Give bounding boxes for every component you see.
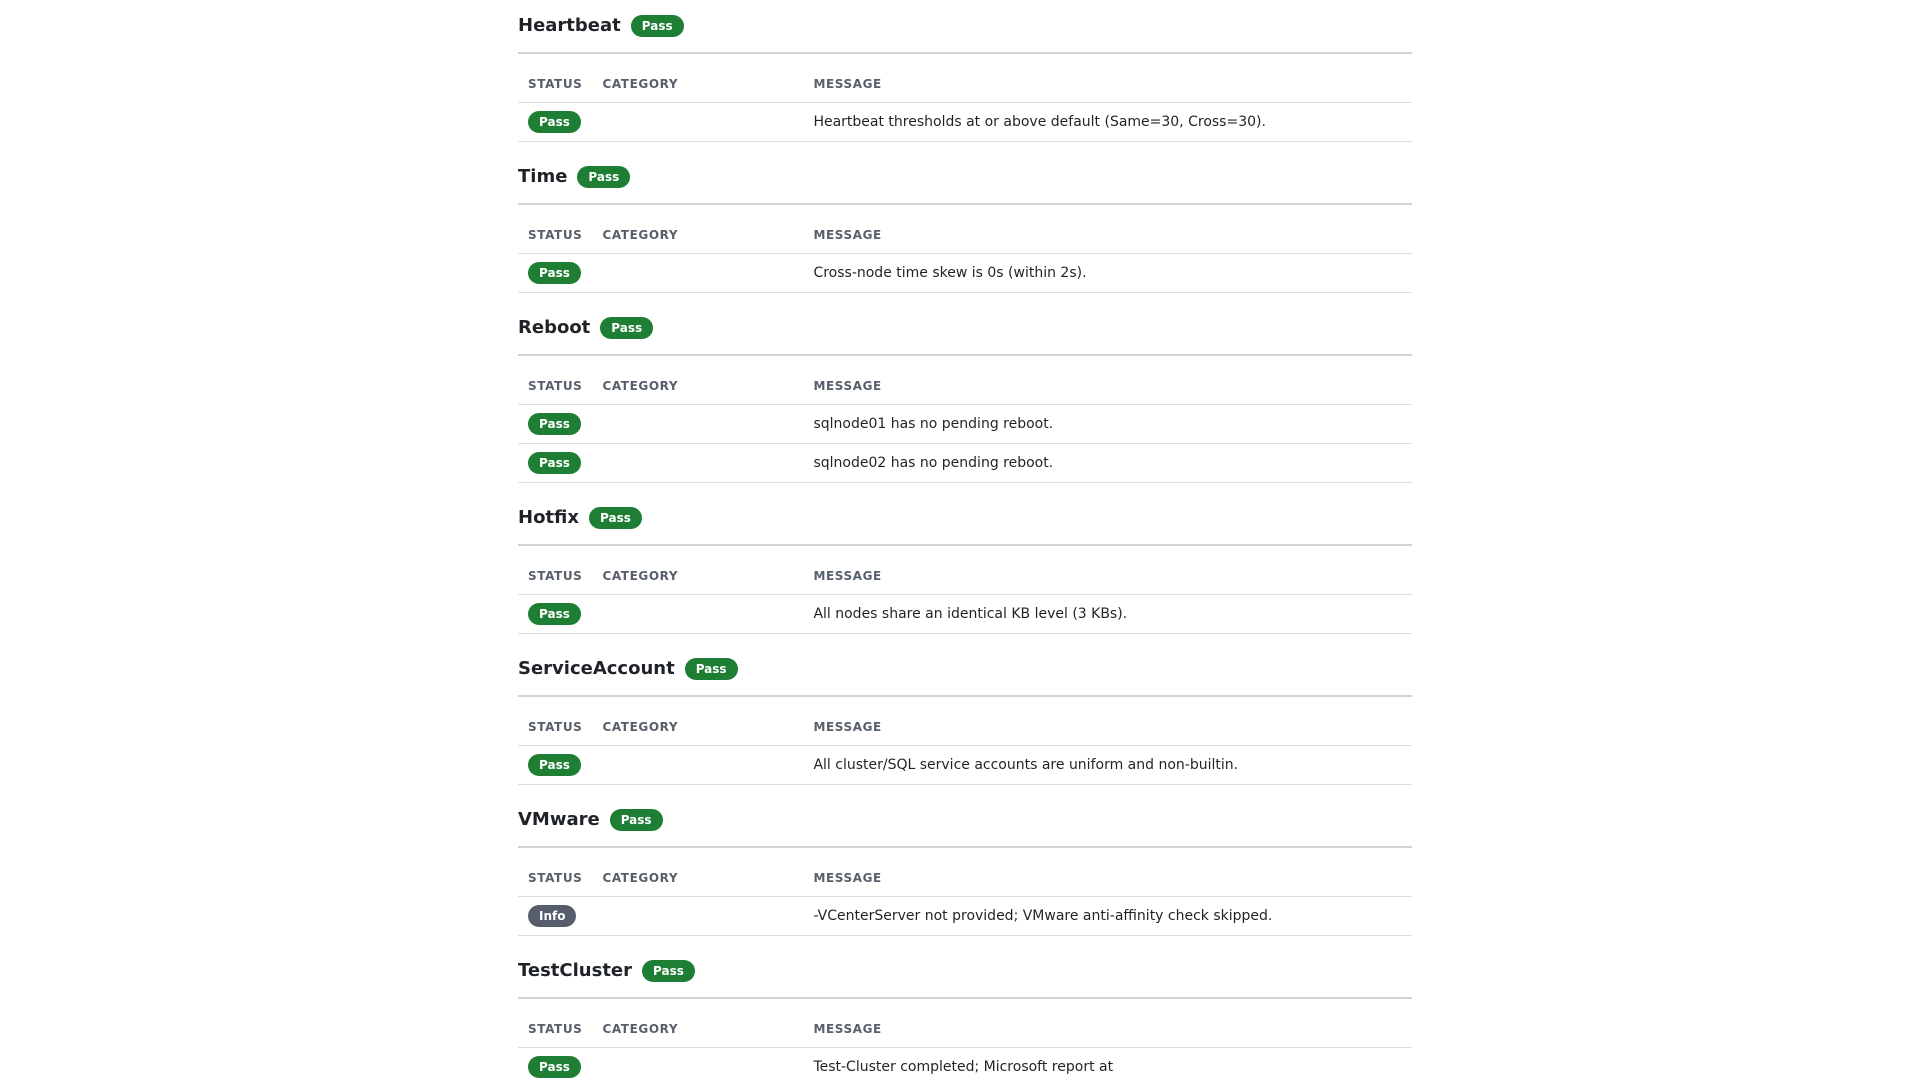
row-status-badge: Pass — [528, 1056, 581, 1078]
section-header — [518, 0, 1412, 54]
section-header — [518, 794, 1412, 848]
row-message: Cross-node time skew is 0s (within 2s). — [803, 254, 1412, 293]
row-category — [592, 444, 803, 483]
section-serviceaccount — [518, 643, 1412, 794]
results-table — [518, 66, 1412, 142]
report-container — [518, 0, 1412, 1079]
row-status-badge: Info — [528, 905, 576, 927]
category-column-header: CATEGORY — [592, 860, 803, 897]
row-status-badge: Pass — [528, 413, 581, 435]
status-column-header: STATUS — [518, 66, 592, 103]
section-title: VMware — [518, 809, 600, 830]
row-category — [592, 746, 803, 785]
table-row — [518, 897, 1412, 936]
table-header-row — [518, 860, 1412, 897]
section-status-badge: Pass — [642, 960, 695, 982]
table-row — [518, 405, 1412, 444]
section-header — [518, 945, 1412, 999]
category-column-header: CATEGORY — [592, 368, 803, 405]
category-column-header: CATEGORY — [592, 217, 803, 254]
section-status-badge: Pass — [600, 317, 653, 339]
message-column-header: MESSAGE — [803, 66, 1412, 103]
section-header — [518, 643, 1412, 697]
section-status-badge: Pass — [631, 15, 684, 37]
section-testcluster — [518, 945, 1412, 1079]
category-column-header: CATEGORY — [592, 558, 803, 595]
table-row — [518, 444, 1412, 483]
row-status-badge: Pass — [528, 452, 581, 474]
table-header-row — [518, 709, 1412, 746]
table-header-row — [518, 1011, 1412, 1048]
section-status-badge: Pass — [610, 809, 663, 831]
row-message: Test-Cluster completed; Microsoft report at — [803, 1048, 1412, 1080]
message-column-header: MESSAGE — [803, 709, 1412, 746]
status-column-header: STATUS — [518, 368, 592, 405]
status-column-header: STATUS — [518, 709, 592, 746]
section-reboot — [518, 302, 1412, 492]
row-category — [592, 897, 803, 936]
table-row — [518, 595, 1412, 634]
row-category — [592, 103, 803, 142]
section-header — [518, 492, 1412, 546]
row-status-badge: Pass — [528, 262, 581, 284]
section-header — [518, 151, 1412, 205]
table-header-row — [518, 558, 1412, 595]
results-table — [518, 368, 1412, 483]
message-column-header: MESSAGE — [803, 368, 1412, 405]
table-row — [518, 103, 1412, 142]
table-header-row — [518, 66, 1412, 103]
row-category — [592, 254, 803, 293]
section-title: ServiceAccount — [518, 658, 675, 679]
row-message: -VCenterServer not provided; VMware anti-affinity check skipped. — [803, 897, 1412, 936]
section-hotfix — [518, 492, 1412, 643]
status-column-header: STATUS — [518, 860, 592, 897]
category-column-header: CATEGORY — [592, 1011, 803, 1048]
section-status-badge: Pass — [685, 658, 738, 680]
section-status-badge: Pass — [589, 507, 642, 529]
table-row — [518, 1048, 1412, 1080]
row-status-badge: Pass — [528, 111, 581, 133]
status-column-header: STATUS — [518, 1011, 592, 1048]
message-column-header: MESSAGE — [803, 1011, 1412, 1048]
section-heartbeat — [518, 0, 1412, 151]
status-column-header: STATUS — [518, 558, 592, 595]
table-row — [518, 254, 1412, 293]
row-category — [592, 405, 803, 444]
section-title: Time — [518, 166, 568, 187]
section-title: Heartbeat — [518, 15, 621, 36]
section-title: Reboot — [518, 317, 591, 338]
results-table — [518, 860, 1412, 936]
results-table — [518, 1011, 1412, 1079]
row-status-badge: Pass — [528, 603, 581, 625]
row-message: sqlnode01 has no pending reboot. — [803, 405, 1412, 444]
message-column-header: MESSAGE — [803, 558, 1412, 595]
row-message: All cluster/SQL service accounts are uniform and non-builtin. — [803, 746, 1412, 785]
results-table — [518, 558, 1412, 634]
section-title: TestCluster — [518, 960, 633, 981]
row-message: sqlnode02 has no pending reboot. — [803, 444, 1412, 483]
row-status-badge: Pass — [528, 754, 581, 776]
table-header-row — [518, 368, 1412, 405]
results-table — [518, 217, 1412, 293]
section-time — [518, 151, 1412, 302]
category-column-header: CATEGORY — [592, 66, 803, 103]
row-category — [592, 595, 803, 634]
category-column-header: CATEGORY — [592, 709, 803, 746]
table-header-row — [518, 217, 1412, 254]
section-vmware — [518, 794, 1412, 945]
status-column-header: STATUS — [518, 217, 592, 254]
row-message: Heartbeat thresholds at or above default (Same=30, Cross=30). — [803, 103, 1412, 142]
message-column-header: MESSAGE — [803, 860, 1412, 897]
row-category — [592, 1048, 803, 1080]
results-table — [518, 709, 1412, 785]
table-row — [518, 746, 1412, 785]
section-header — [518, 302, 1412, 356]
section-status-badge: Pass — [577, 166, 630, 188]
row-message: All nodes share an identical KB level (3 KBs). — [803, 595, 1412, 634]
message-column-header: MESSAGE — [803, 217, 1412, 254]
section-title: Hotfix — [518, 507, 579, 528]
